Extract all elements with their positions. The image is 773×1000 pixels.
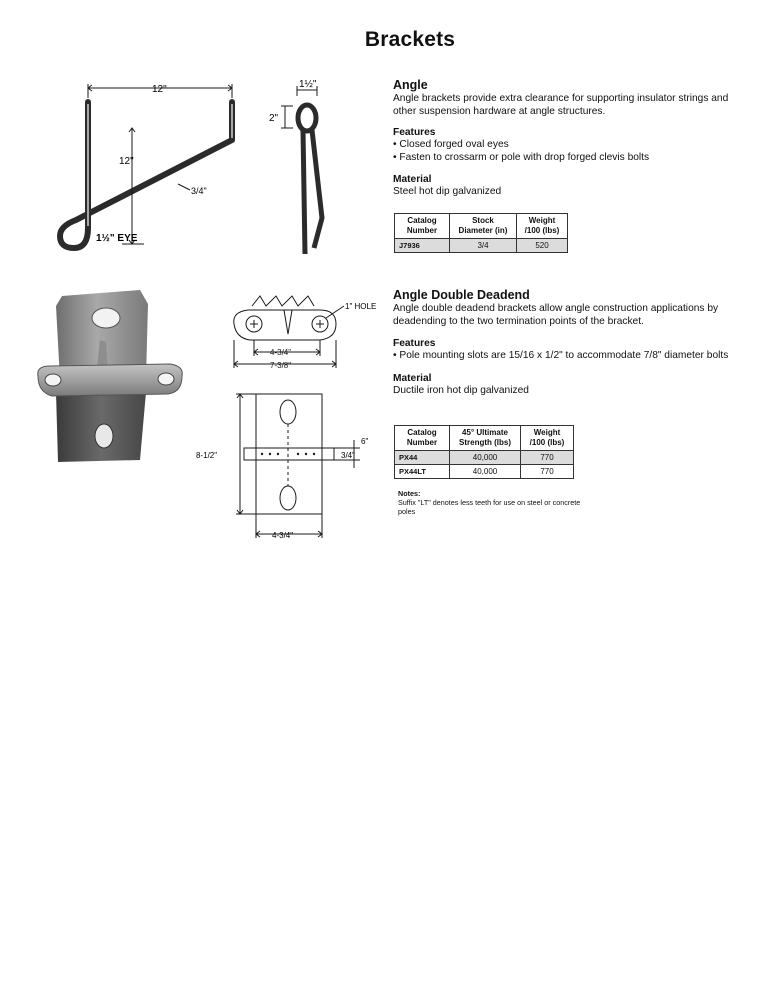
table-header: Catalog Number (395, 426, 450, 451)
angle-features-list (393, 139, 743, 164)
dd-material: Ductile iron hot dip galvanized (393, 384, 529, 396)
double-deadend-section (393, 288, 743, 396)
angle-eye-width-label: 1½" (299, 80, 317, 90)
table-cell: 770 (521, 451, 574, 465)
angle-bracket-drawing (50, 72, 250, 264)
table-header: Catalog Number (395, 214, 450, 239)
list-item: • Pole mounting slots are 15/16 x 1/2" to accommodate 7/8" diameter bolts (393, 350, 743, 363)
table-header: Stock Diameter (in) (450, 214, 517, 239)
dd-base-width-label: 4-3/4" (272, 531, 294, 540)
table-cell: 770 (521, 465, 574, 479)
table-cell: J7936 (395, 239, 450, 253)
table-cell: 40,000 (450, 465, 521, 479)
angle-width-label: 12" (152, 84, 167, 95)
page-title: Brackets (364, 28, 456, 51)
angle-section (393, 78, 743, 197)
angle-spec-table (394, 213, 568, 253)
table-row (395, 451, 574, 465)
angle-stock-label: 3/4" (191, 186, 207, 196)
table-header: Weight /100 (lbs) (517, 214, 568, 239)
angle-material: Steel hot dip galvanized (393, 186, 502, 197)
dd-height-label: 8-1/2" (196, 451, 218, 460)
double-deadend-front-view (194, 386, 380, 542)
dd-flange-label: 3/4" (341, 451, 355, 460)
dd-slot-spacing-label: 6" (361, 437, 369, 446)
table-header: 45° Ultimate Strength (lbs) (450, 426, 521, 451)
dd-features-title: Features (393, 338, 436, 349)
angle-height-label: 12" (119, 156, 134, 167)
dd-material-title: Material (393, 372, 432, 384)
table-cell: 520 (517, 239, 568, 253)
dd-notes (398, 489, 598, 516)
angle-eye-label: 1½" EYE (96, 233, 138, 244)
table-row (395, 239, 568, 253)
dd-hole-label: 1" HOLE (345, 302, 377, 311)
angle-description: Angle brackets provide extra clearance for supporting insulator strings and other suspension hardware at angle structures. (393, 93, 729, 117)
table-cell: 3/4 (450, 239, 517, 253)
list-item: • Closed forged oval eyes (393, 139, 743, 152)
table-row (395, 465, 574, 479)
angle-bracket-side-view (262, 80, 336, 264)
table-cell: PX44 (395, 451, 450, 465)
dd-description: Angle double deadend brackets allow angle construction applications by deadending to the two termination points of the bracket. (393, 303, 719, 327)
angle-title: Angle (393, 78, 428, 92)
dd-notes-title: Notes: (398, 489, 421, 498)
angle-material-title: Material (393, 174, 432, 185)
angle-eye-length-label: 2" (269, 113, 279, 124)
table-cell: 40,000 (450, 451, 521, 465)
double-deadend-top-view (228, 286, 378, 372)
table-cell: PX44LT (395, 465, 450, 479)
angle-features-title: Features (393, 127, 436, 138)
dd-title: Angle Double Deadend (393, 288, 530, 302)
dd-notes-text: Suffix "LT" denotes less teeth for use on steel or concrete poles (398, 498, 581, 516)
double-deadend-photo (34, 288, 190, 464)
list-item: • Fasten to crossarm or pole with drop forged clevis bolts (393, 152, 743, 165)
table-header: Weight /100 (lbs) (521, 426, 574, 451)
dd-features-list (393, 350, 743, 363)
dd-spec-table (394, 425, 574, 479)
dd-outer-width-label: 7-3/8" (270, 361, 292, 370)
dd-inner-width-label: 4-3/4" (270, 348, 292, 357)
